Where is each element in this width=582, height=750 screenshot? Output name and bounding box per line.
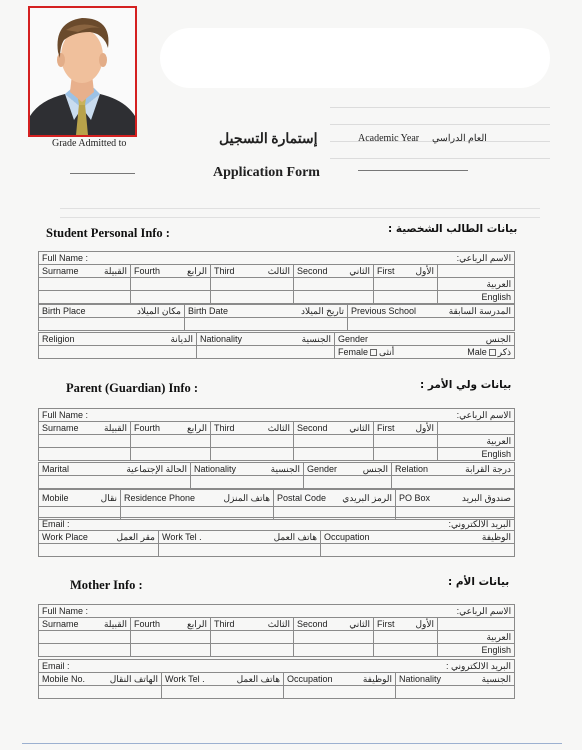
english-row-label: English xyxy=(438,291,515,304)
field-label-en: Work Tel . xyxy=(162,532,202,542)
field-label-en: Full Name : xyxy=(42,606,89,616)
student-photo xyxy=(28,6,137,137)
relation-field[interactable] xyxy=(392,476,515,489)
field-label-ar: الثالث xyxy=(267,265,290,276)
academic-year-line xyxy=(358,170,468,171)
field-label-en: Surname xyxy=(42,619,79,629)
field-label-en: Relation xyxy=(395,464,429,474)
mother-mobile-field[interactable] xyxy=(39,686,162,699)
nationality-header xyxy=(197,333,335,346)
field-label-en: Second xyxy=(297,266,328,276)
parent-english-row-label: English xyxy=(438,448,515,461)
mother-nationality-header xyxy=(396,673,515,686)
mother-email-row[interactable] xyxy=(39,660,515,673)
work-tel-header xyxy=(159,531,321,544)
student-details-table xyxy=(38,304,515,331)
field-label-en: Mobile No. xyxy=(42,674,86,684)
mother-occupation-field[interactable] xyxy=(284,686,396,699)
field-label-ar: الوظيفة xyxy=(481,531,512,542)
parent-nationality-field[interactable] xyxy=(191,476,304,489)
parent-full-name-row[interactable] xyxy=(39,409,515,422)
field-label-ar: الرابع xyxy=(186,422,207,433)
student-name-table xyxy=(38,251,515,304)
gender-options xyxy=(335,346,515,359)
parent-third-en-field[interactable] xyxy=(211,448,294,461)
field-label-en: Second xyxy=(297,619,328,629)
field-label-en: Second xyxy=(297,423,328,433)
full-name-row[interactable] xyxy=(39,252,515,265)
nationality-field[interactable] xyxy=(197,346,335,359)
field-label-en: Mobile xyxy=(42,493,69,503)
field-label-ar: الاسم الرباعي: xyxy=(456,409,512,420)
full-name-label: Full Name : xyxy=(42,253,89,263)
field-label-ar: القبيلة xyxy=(103,618,127,629)
field-label-en: Residence Phone xyxy=(124,493,196,503)
field-label-en: Gender xyxy=(307,464,338,474)
field-label-ar: الأول xyxy=(415,422,434,433)
field-label-ar: الحالة الإجتماعية xyxy=(126,463,187,474)
parent-section-heading-en: Parent (Guardian) Info : xyxy=(66,381,199,395)
previous-school-field[interactable] xyxy=(348,318,515,331)
mother-first-ar-field[interactable] xyxy=(374,631,438,644)
academic-year-ar: العام الدراسي xyxy=(432,134,487,144)
field-label-ar: المدرسة السابقة xyxy=(448,305,511,316)
parent-fourth-en-field[interactable] xyxy=(131,448,211,461)
form-title-ar: إستمارة التسجيل xyxy=(219,132,318,147)
field-label-en: Previous School xyxy=(351,306,417,316)
field-label-en: Surname xyxy=(42,423,79,433)
mother-third-ar-field[interactable] xyxy=(211,631,294,644)
field-label-en: Surname xyxy=(42,266,79,276)
field-label-ar: هاتف العمل xyxy=(273,531,317,542)
parent-first-ar-field[interactable] xyxy=(374,435,438,448)
mother-fourth-ar-field[interactable] xyxy=(131,631,211,644)
field-label-en: Third xyxy=(214,423,235,433)
field-label-en: Occupation xyxy=(287,674,333,684)
student-section-heading-en: Student Personal Info : xyxy=(46,226,170,240)
field-label-en: Full Name : xyxy=(42,410,89,420)
mother-arabic-row-label: العربية xyxy=(438,631,515,644)
parent-first-header xyxy=(374,422,438,435)
birth-place-field[interactable] xyxy=(39,318,185,331)
parent-surname-header xyxy=(39,422,131,435)
mother-fourth-en-field[interactable] xyxy=(131,644,211,657)
birth-date-header xyxy=(185,305,348,318)
mother-section-heading-en: Mother Info : xyxy=(70,578,143,592)
field-label-en: Nationality xyxy=(194,464,237,474)
field-label-ar: الثالث xyxy=(267,422,290,433)
fourth-ar-field[interactable] xyxy=(131,278,211,291)
field-label-ar: الجنسية xyxy=(481,673,511,684)
field-label-ar: البريد الالكتروني: xyxy=(448,518,512,529)
field-label-ar: تاريخ الميلاد xyxy=(301,305,344,316)
field-label-ar: القبيلة xyxy=(103,265,127,276)
postal-code-header xyxy=(274,490,396,507)
work-tel-field[interactable] xyxy=(159,544,321,557)
field-label-ar: هاتف المنزل xyxy=(223,492,270,503)
field-label-ar: الرابع xyxy=(186,618,207,629)
second-ar-field[interactable] xyxy=(294,278,374,291)
mother-occupation-header xyxy=(284,673,396,686)
field-label-en: Fourth xyxy=(134,266,161,276)
field-label-ar: درجة القرابة xyxy=(465,463,511,474)
mother-name-table xyxy=(38,604,515,657)
field-label-en: ذكر xyxy=(497,346,511,357)
field-label-ar: مقر العمل xyxy=(116,531,155,542)
residence-phone-header xyxy=(121,490,274,507)
field-label-ar: الجنس xyxy=(485,333,511,344)
field-label-ar: الرابع xyxy=(186,265,207,276)
fourth-name-header xyxy=(131,265,211,278)
field-label-en: Postal Code xyxy=(277,493,327,503)
parent-arabic-row-label: العربية xyxy=(438,435,515,448)
field-label-en: Religion xyxy=(42,334,75,344)
field-label-en: Fourth xyxy=(134,423,161,433)
occupation-field[interactable] xyxy=(321,544,515,557)
parent-third-ar-field[interactable] xyxy=(211,435,294,448)
field-label-en: Email : xyxy=(42,519,70,529)
field-label-en: Birth Date xyxy=(188,306,229,316)
mother-language-col xyxy=(438,618,515,631)
mother-nationality-field[interactable] xyxy=(396,686,515,699)
field-label-ar: الوظيفة xyxy=(362,673,392,684)
work-place-field[interactable] xyxy=(39,544,159,557)
field-label-ar: الأول xyxy=(415,265,434,276)
male-option[interactable] xyxy=(467,347,511,358)
field-label-ar: الديانة xyxy=(170,333,193,344)
po-box-header xyxy=(396,490,515,507)
academic-year-en: Academic Year xyxy=(358,133,420,144)
field-label-ar: الأول xyxy=(415,618,434,629)
arabic-row-label: العربية xyxy=(438,278,515,291)
grade-admitted-line xyxy=(70,173,135,174)
field-label-ar: الثاني xyxy=(349,265,370,276)
mother-third-header xyxy=(211,618,294,631)
mother-surname-header xyxy=(39,618,131,631)
field-label-ar: الجنس xyxy=(362,463,388,474)
field-label-ar: القبيلة xyxy=(103,422,127,433)
religion-field[interactable] xyxy=(39,346,197,359)
field-label-en: Fourth xyxy=(134,619,161,629)
birth-place-header xyxy=(39,305,185,318)
second-en-field[interactable] xyxy=(294,291,374,304)
parent-work-table xyxy=(38,517,515,557)
mother-work-tel-header xyxy=(162,673,284,686)
mother-contact-table xyxy=(38,659,515,699)
marital-header xyxy=(39,463,191,476)
marital-field[interactable] xyxy=(39,476,191,489)
gender-header xyxy=(335,333,515,346)
field-label-en: Female xyxy=(338,346,369,357)
mother-full-name-row[interactable] xyxy=(39,605,515,618)
parent-section-heading-ar: بيانات ولي الأمر : xyxy=(420,379,512,391)
field-label-ar: صندوق البريد xyxy=(461,492,511,503)
third-en-field[interactable] xyxy=(211,291,294,304)
birth-date-field[interactable] xyxy=(185,318,348,331)
field-label-en: First xyxy=(377,423,395,433)
field-label-en: Third xyxy=(214,266,235,276)
field-label-en: Work Place xyxy=(42,532,88,542)
parent-first-en-field[interactable] xyxy=(374,448,438,461)
mother-english-row-label: English xyxy=(438,644,515,657)
parent-surname-ar-field[interactable] xyxy=(39,435,131,448)
redacted-school-name xyxy=(160,28,550,88)
relation-header xyxy=(392,463,515,476)
field-label-ar: الثالث xyxy=(267,618,290,629)
field-label-en: PO Box xyxy=(399,493,431,503)
field-label-ar: نقال xyxy=(100,492,117,503)
occupation-header xyxy=(321,531,515,544)
mother-work-tel-field[interactable] xyxy=(162,686,284,699)
field-label-ar: مكان الميلاد xyxy=(136,305,181,316)
grade-admitted-label: Grade Admitted to xyxy=(52,138,127,149)
parent-nationality-header xyxy=(191,463,304,476)
full-name-label-ar: الاسم الرباعي: xyxy=(456,252,512,263)
field-label-ar: الجنسية xyxy=(301,333,331,344)
parent-second-header xyxy=(294,422,374,435)
work-place-header xyxy=(39,531,159,544)
field-label-en: Gender xyxy=(338,334,369,344)
language-col-header xyxy=(438,265,515,278)
second-name-header xyxy=(294,265,374,278)
mother-second-ar-field[interactable] xyxy=(294,631,374,644)
mother-first-en-field[interactable] xyxy=(374,644,438,657)
parent-language-col xyxy=(438,422,515,435)
field-label-en: Birth Place xyxy=(42,306,86,316)
checkbox-icon[interactable] xyxy=(489,349,496,356)
mother-surname-ar-field[interactable] xyxy=(39,631,131,644)
mother-mobile-header xyxy=(39,673,162,686)
student-section-heading-ar: بيانات الطالب الشخصية : xyxy=(388,223,518,235)
surname-en-field[interactable] xyxy=(39,291,131,304)
mother-third-en-field[interactable] xyxy=(211,644,294,657)
field-label-en: Nationality xyxy=(399,674,442,684)
parent-marital-table xyxy=(38,462,515,489)
field-label-en: Third xyxy=(214,619,235,629)
field-label-en: Male xyxy=(467,346,487,357)
mother-section-heading-ar: بيانات الأم : xyxy=(448,576,510,588)
surname-header xyxy=(39,265,131,278)
fourth-en-field[interactable] xyxy=(131,291,211,304)
first-en-field[interactable] xyxy=(374,291,438,304)
surname-ar-field[interactable] xyxy=(39,278,131,291)
previous-school-header xyxy=(348,305,515,318)
field-label-ar: الجنسية xyxy=(270,463,300,474)
field-label-en: Occupation xyxy=(324,532,370,542)
field-label-en: First xyxy=(377,619,395,629)
field-label-ar: هاتف العمل xyxy=(236,673,280,684)
religion-header xyxy=(39,333,197,346)
first-ar-field[interactable] xyxy=(374,278,438,291)
parent-contact-table xyxy=(38,489,515,520)
field-label-en: Nationality xyxy=(200,334,243,344)
field-label-ar: الرمز البريدي xyxy=(342,492,392,503)
mobile-header xyxy=(39,490,121,507)
parent-gender-header xyxy=(304,463,392,476)
mother-surname-en-field[interactable] xyxy=(39,644,131,657)
mother-fourth-header xyxy=(131,618,211,631)
field-label-ar: الهاتف النقال xyxy=(109,673,158,684)
parent-surname-en-field[interactable] xyxy=(39,448,131,461)
field-label-en: أنثى xyxy=(379,346,395,357)
first-name-header xyxy=(374,265,438,278)
third-name-header xyxy=(211,265,294,278)
mother-second-en-field[interactable] xyxy=(294,644,374,657)
third-ar-field[interactable] xyxy=(211,278,294,291)
field-label-ar: البريد الالكتروني : xyxy=(445,660,511,671)
form-title-en: Application Form xyxy=(213,165,320,180)
parent-fourth-header xyxy=(131,422,211,435)
female-option[interactable] xyxy=(338,347,394,358)
page-footer-rule xyxy=(22,743,562,744)
field-label-en: Email : xyxy=(42,661,70,671)
mother-second-header xyxy=(294,618,374,631)
field-label-en: Work Tel . xyxy=(165,674,205,684)
parent-fourth-ar-field[interactable] xyxy=(131,435,211,448)
checkbox-icon[interactable] xyxy=(370,349,377,356)
student-religion-table xyxy=(38,332,515,359)
parent-second-ar-field[interactable] xyxy=(294,435,374,448)
field-label-ar: الثاني xyxy=(349,422,370,433)
mother-first-header xyxy=(374,618,438,631)
parent-gender-field[interactable] xyxy=(304,476,392,489)
parent-email-row[interactable] xyxy=(39,518,515,531)
parent-second-en-field[interactable] xyxy=(294,448,374,461)
field-label-ar: الاسم الرباعي: xyxy=(456,605,512,616)
bleed-through-ghost xyxy=(330,103,550,193)
field-label-en: Marital xyxy=(42,464,70,474)
field-label-ar: الثاني xyxy=(349,618,370,629)
parent-name-table xyxy=(38,408,515,461)
field-label-en: First xyxy=(377,266,395,276)
parent-third-header xyxy=(211,422,294,435)
